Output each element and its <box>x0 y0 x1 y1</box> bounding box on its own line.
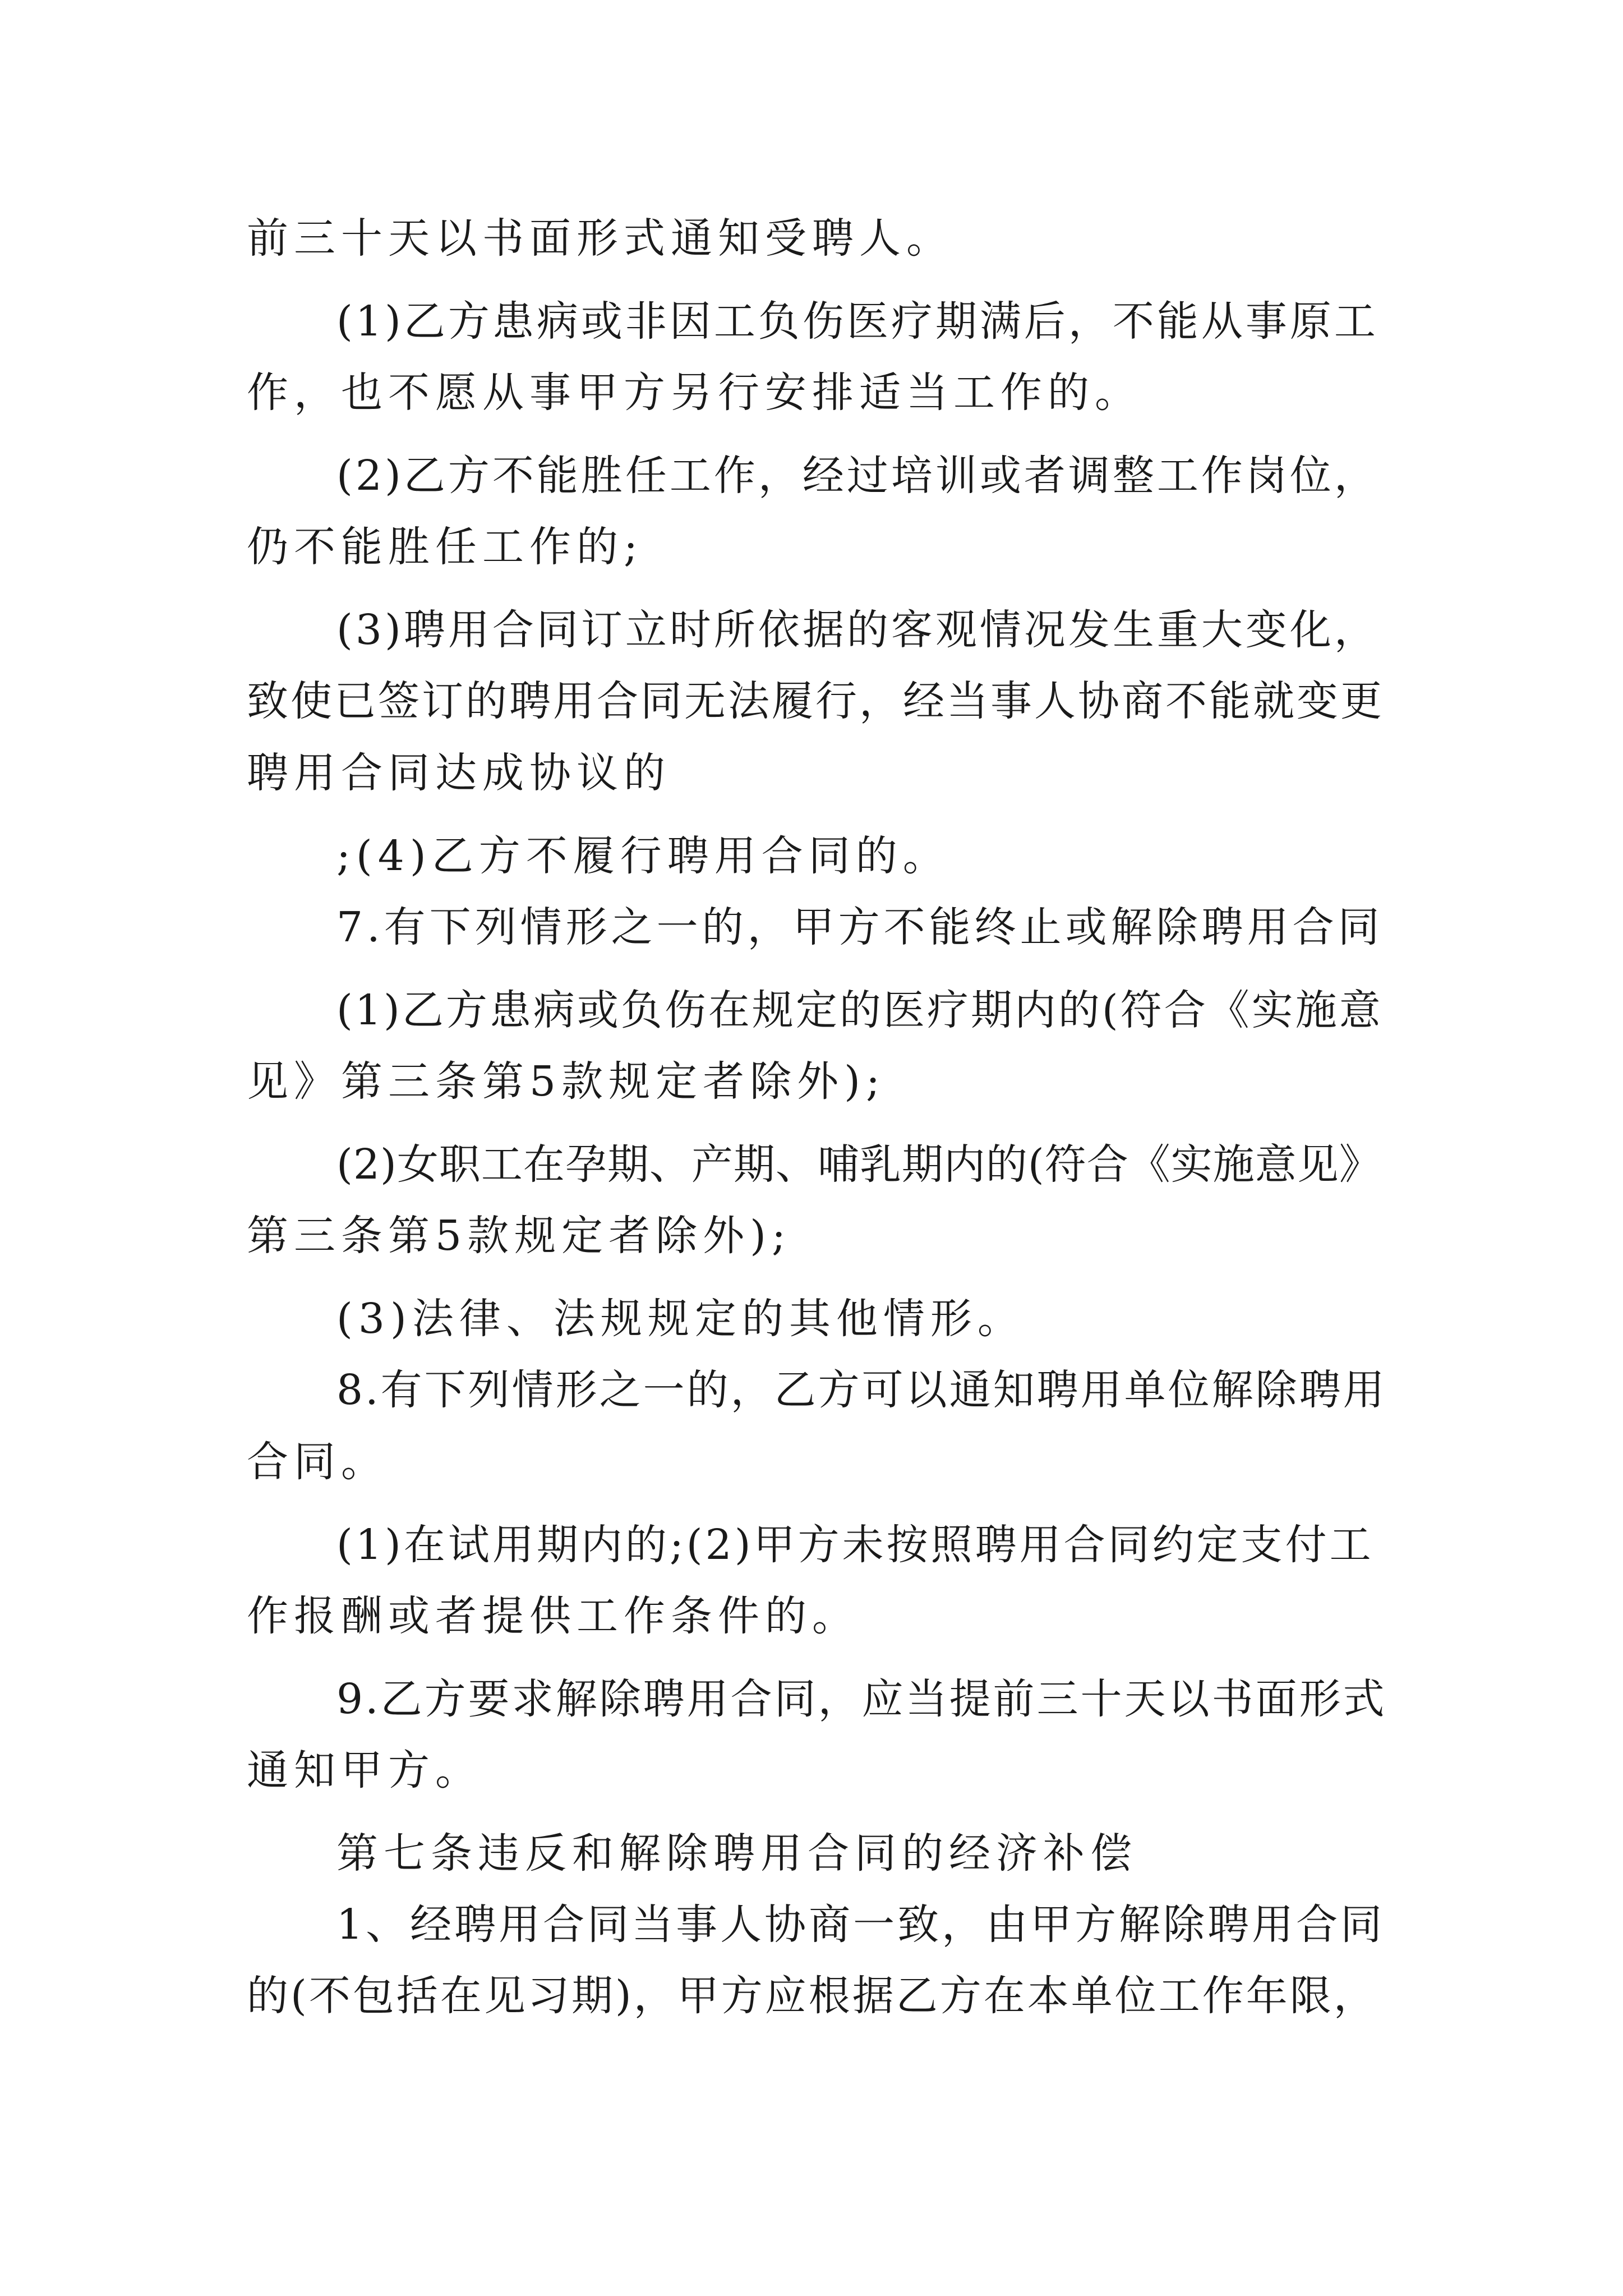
text-line-21: 通知甲方。 <box>247 1746 482 1795</box>
text-line-10: 7.有下列情形之一的，甲方不能终止或解除聘用合同 <box>336 903 1384 951</box>
text-line-22: 第七条违反和解除聘用合同的经济补偿 <box>336 1829 1137 1878</box>
text-line-7: 致使已签订的聘用合同无法履行，经当事人协商不能就变更 <box>247 677 1384 725</box>
text-line-1: 前三十天以书面形式通知受聘人。 <box>247 214 953 263</box>
text-line-3: 作，也不愿从事甲方另行安排适当工作的。 <box>247 369 1142 417</box>
text-line-4: (2)乙方不能胜任工作，经过培训或者调整工作岗位， <box>336 452 1378 500</box>
text-line-24: 的(不包括在见习期)，甲方应根据乙方在本单位工作年限， <box>247 1972 1377 2020</box>
text-line-16: 8.有下列情形之一的，乙方可以通知聘用单位解除聘用 <box>336 1366 1387 1414</box>
text-line-20: 9.乙方要求解除聘用合同，应当提前三十天以书面形式 <box>336 1675 1387 1723</box>
text-line-2: (1)乙方患病或非因工负伤医疗期满后，不能从事原工 <box>336 297 1378 346</box>
text-line-14: 第三条第5款规定者除外); <box>247 1212 791 1260</box>
text-line-17: 合同。 <box>247 1438 388 1486</box>
text-line-23: 1、经聘用合同当事人协商一致，由甲方解除聘用合同 <box>336 1901 1385 1949</box>
text-line-9: ;(4)乙方不履行聘用合同的。 <box>336 832 950 880</box>
text-line-19: 作报酬或者提供工作条件的。 <box>247 1592 859 1640</box>
text-line-18: (1)在试用期内的;(2)甲方未按照聘用合同约定支付工 <box>336 1521 1374 1569</box>
text-line-12: 见》第三条第5款规定者除外); <box>247 1057 886 1106</box>
text-line-13: (2)女职工在孕期、产期、哺乳期内的(符合《实施意见》 <box>336 1140 1381 1189</box>
text-line-8: 聘用合同达成协议的 <box>247 749 671 797</box>
text-line-6: (3)聘用合同订立时所依据的客观情况发生重大变化， <box>336 606 1378 654</box>
text-line-5: 仍不能胜任工作的; <box>247 523 643 571</box>
text-line-11: (1)乙方患病或负伤在规定的医疗期内的(符合《实施意 <box>336 986 1383 1034</box>
text-line-15: (3)法律、法规规定的其他情形。 <box>336 1295 1025 1343</box>
